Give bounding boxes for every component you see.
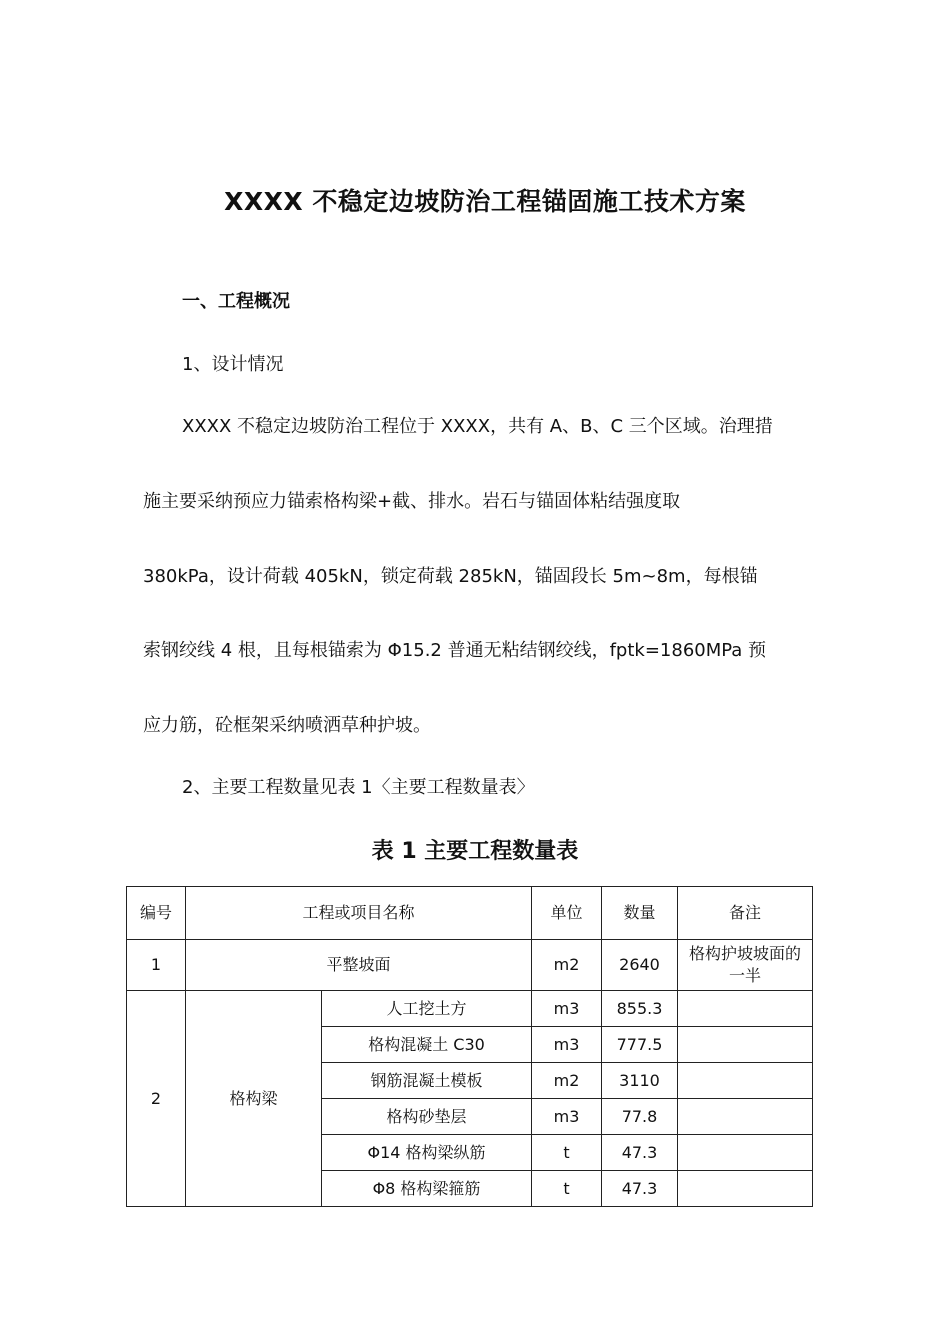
subsection-heading-design: 1、设计情况	[182, 354, 284, 375]
cell-qty: 77.8	[602, 1099, 678, 1135]
cell-group-name: 格构梁	[186, 991, 322, 1207]
cell-remark	[678, 1135, 813, 1171]
paragraph-line: XXXX 不稳定边坡防治工程位于 XXXX，共有 A、B、C 三个区域。治理措	[182, 416, 773, 437]
cell-unit: m3	[532, 1027, 602, 1063]
header-cell-no: 编号	[127, 887, 186, 940]
subsection-heading-quantities: 2、主要工程数量见表 1〈主要工程数量表〉	[182, 777, 535, 798]
cell-unit: m3	[532, 991, 602, 1027]
cell-item-name: 格构混凝土 C30	[322, 1027, 532, 1063]
cell-qty: 3110	[602, 1063, 678, 1099]
paragraph-line: 索钢绞线 4 根，且每根锚索为 Φ15.2 普通无粘结钢绞线，fptk=1860MPa 预	[143, 640, 767, 661]
paragraph-line: 施主要采纳预应力锚索格构梁+截、排水。岩石与锚固体粘结强度取	[143, 491, 681, 512]
cell-qty: 2640	[602, 940, 678, 991]
cell-remark: 格构护坡坡面的一半	[678, 940, 813, 991]
cell-qty: 855.3	[602, 991, 678, 1027]
cell-item-name: 人工挖土方	[322, 991, 532, 1027]
cell-unit: m3	[532, 1099, 602, 1135]
cell-unit: t	[532, 1135, 602, 1171]
paragraph-line: 应力筋，砼框架采纳喷洒草种护坡。	[143, 715, 431, 736]
cell-remark	[678, 1171, 813, 1207]
cell-no: 1	[127, 940, 186, 991]
cell-item-name: Φ8 格构梁箍筋	[322, 1171, 532, 1207]
cell-remark	[678, 991, 813, 1027]
cell-item-name: 格构砂垫层	[322, 1099, 532, 1135]
paragraph-line: 380kPa，设计荷载 405kN，锁定荷载 285kN，锚固段长 5m~8m，每根锚	[143, 566, 758, 587]
table-caption: 表 1 主要工程数量表	[371, 839, 579, 864]
cell-unit: m2	[532, 940, 602, 991]
table-header-row	[127, 887, 813, 940]
quantity-table	[126, 886, 813, 1207]
cell-item-name: 钢筋混凝土模板	[322, 1063, 532, 1099]
cell-qty: 777.5	[602, 1027, 678, 1063]
cell-no: 2	[127, 991, 186, 1207]
table-row	[127, 991, 813, 1027]
page-title: XXXX 不稳定边坡防治工程锚固施工技术方案	[224, 187, 746, 216]
section-heading: 一、工程概况	[182, 291, 290, 312]
cell-unit: t	[532, 1171, 602, 1207]
cell-item-name: Φ14 格构梁纵筋	[322, 1135, 532, 1171]
cell-name: 平整坡面	[186, 940, 532, 991]
header-cell-name: 工程或项目名称	[186, 887, 532, 940]
cell-unit: m2	[532, 1063, 602, 1099]
cell-qty: 47.3	[602, 1171, 678, 1207]
table-row	[127, 940, 813, 991]
header-cell-unit: 单位	[532, 887, 602, 940]
cell-remark	[678, 1027, 813, 1063]
header-cell-remark: 备注	[678, 887, 813, 940]
cell-qty: 47.3	[602, 1135, 678, 1171]
header-cell-qty: 数量	[602, 887, 678, 940]
cell-remark	[678, 1063, 813, 1099]
cell-remark	[678, 1099, 813, 1135]
